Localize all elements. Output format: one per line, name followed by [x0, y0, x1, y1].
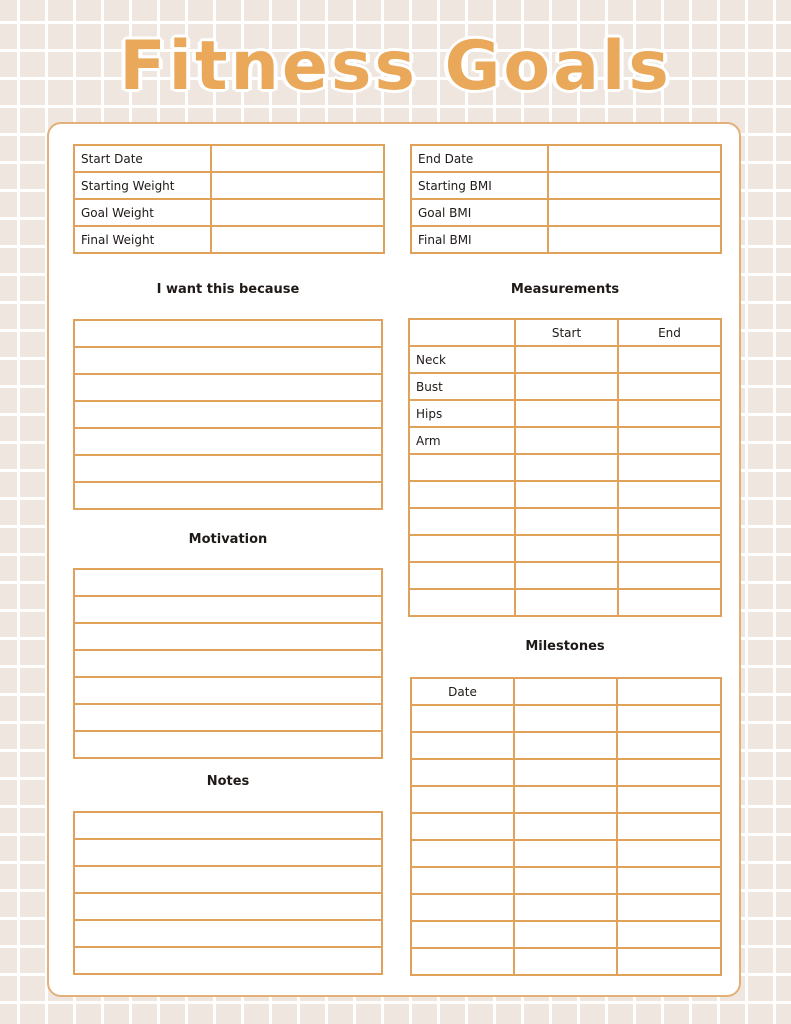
goal-bmi-label: Goal BMI [411, 199, 548, 226]
starting-bmi-label: Starting BMI [411, 172, 548, 199]
starting-bmi-field[interactable] [548, 172, 721, 199]
final-weight-label: Final Weight [74, 226, 211, 253]
milestone-date-cell[interactable] [411, 705, 514, 732]
milestone-cell[interactable] [514, 759, 617, 786]
section-title-because: I want this because [156, 282, 300, 297]
measurement-header-end: End [618, 319, 721, 346]
milestone-cell[interactable] [617, 948, 721, 975]
measurement-label-cell[interactable] [409, 535, 515, 562]
end-date-field[interactable] [548, 145, 721, 172]
measurement-label-bust: Bust [409, 373, 515, 400]
milestone-cell[interactable] [617, 732, 721, 759]
starting-weight-label: Starting Weight [74, 172, 211, 199]
milestone-cell[interactable] [617, 705, 721, 732]
motivation-line[interactable] [74, 569, 382, 596]
goal-weight-field[interactable] [211, 199, 384, 226]
milestone-header-cell [617, 678, 721, 705]
measurement-label-cell[interactable] [409, 589, 515, 616]
measurement-start-cell[interactable] [515, 373, 618, 400]
milestone-cell[interactable] [514, 840, 617, 867]
notes-line[interactable] [74, 812, 382, 839]
milestone-date-cell[interactable] [411, 948, 514, 975]
motivation-line[interactable] [74, 623, 382, 650]
measurement-end-cell[interactable] [618, 535, 721, 562]
notes-line[interactable] [74, 920, 382, 947]
measurements-table [408, 318, 722, 617]
measurement-end-cell[interactable] [618, 346, 721, 373]
final-weight-field[interactable] [211, 226, 384, 253]
because-line[interactable] [74, 374, 382, 401]
measurement-header-start: Start [515, 319, 618, 346]
milestone-cell[interactable] [514, 705, 617, 732]
motivation-lines [73, 568, 383, 759]
milestone-cell[interactable] [617, 786, 721, 813]
measurement-start-cell[interactable] [515, 508, 618, 535]
milestone-date-cell[interactable] [411, 786, 514, 813]
milestone-date-cell[interactable] [411, 840, 514, 867]
notes-line[interactable] [74, 839, 382, 866]
page-title: Fitness Goals [119, 27, 672, 106]
section-title-notes: Notes [206, 774, 250, 789]
milestone-cell[interactable] [514, 786, 617, 813]
milestone-date-cell[interactable] [411, 759, 514, 786]
milestone-date-cell[interactable] [411, 921, 514, 948]
milestone-cell[interactable] [514, 732, 617, 759]
measurement-label-cell[interactable] [409, 508, 515, 535]
milestone-cell[interactable] [617, 813, 721, 840]
motivation-line[interactable] [74, 731, 382, 758]
measurement-end-cell[interactable] [618, 427, 721, 454]
because-lines [73, 319, 383, 510]
measurement-label-neck: Neck [409, 346, 515, 373]
because-line[interactable] [74, 347, 382, 374]
starting-weight-field[interactable] [211, 172, 384, 199]
measurement-start-cell[interactable] [515, 535, 618, 562]
because-line[interactable] [74, 428, 382, 455]
measurement-start-cell[interactable] [515, 400, 618, 427]
measurement-end-cell[interactable] [618, 562, 721, 589]
measurement-end-cell[interactable] [618, 373, 721, 400]
measurement-start-cell[interactable] [515, 481, 618, 508]
milestone-cell[interactable] [617, 921, 721, 948]
milestone-cell[interactable] [514, 813, 617, 840]
measurement-start-cell[interactable] [515, 589, 618, 616]
section-title-motivation: Motivation [188, 532, 268, 547]
milestone-cell[interactable] [617, 867, 721, 894]
section-title-milestones: Milestones [525, 639, 605, 654]
final-bmi-label: Final BMI [411, 226, 548, 253]
milestone-cell[interactable] [514, 867, 617, 894]
milestone-date-cell[interactable] [411, 894, 514, 921]
milestone-cell[interactable] [617, 840, 721, 867]
end-info-table [410, 144, 722, 254]
notes-line[interactable] [74, 947, 382, 974]
because-line[interactable] [74, 482, 382, 509]
measurement-header-blank [409, 319, 515, 346]
measurement-end-cell[interactable] [618, 589, 721, 616]
start-date-field[interactable] [211, 145, 384, 172]
because-line[interactable] [74, 401, 382, 428]
measurement-start-cell[interactable] [515, 346, 618, 373]
notes-lines [73, 811, 383, 975]
measurement-label-arm: Arm [409, 427, 515, 454]
measurement-end-cell[interactable] [618, 400, 721, 427]
motivation-line[interactable] [74, 677, 382, 704]
measurement-end-cell[interactable] [618, 508, 721, 535]
milestone-cell[interactable] [514, 894, 617, 921]
milestones-table [410, 677, 722, 976]
because-line[interactable] [74, 320, 382, 347]
start-info-table [73, 144, 385, 254]
notes-line[interactable] [74, 866, 382, 893]
milestone-date-cell[interactable] [411, 867, 514, 894]
goal-weight-label: Goal Weight [74, 199, 211, 226]
start-date-label: Start Date [74, 145, 211, 172]
final-bmi-field[interactable] [548, 226, 721, 253]
milestone-cell[interactable] [617, 759, 721, 786]
motivation-line[interactable] [74, 596, 382, 623]
milestone-header-date: Date [411, 678, 514, 705]
goal-bmi-field[interactable] [548, 199, 721, 226]
motivation-line[interactable] [74, 704, 382, 731]
milestone-date-cell[interactable] [411, 732, 514, 759]
notes-line[interactable] [74, 893, 382, 920]
measurement-label-cell[interactable] [409, 562, 515, 589]
measurement-start-cell[interactable] [515, 562, 618, 589]
because-line[interactable] [74, 455, 382, 482]
milestone-date-cell[interactable] [411, 813, 514, 840]
milestone-cell[interactable] [514, 948, 617, 975]
measurement-label-cell[interactable] [409, 454, 515, 481]
milestone-cell[interactable] [617, 894, 721, 921]
measurement-label-cell[interactable] [409, 481, 515, 508]
worksheet-card [47, 122, 741, 997]
milestone-cell[interactable] [514, 921, 617, 948]
section-title-measurements: Measurements [510, 282, 620, 297]
milestone-header-cell [514, 678, 617, 705]
measurement-label-hips: Hips [409, 400, 515, 427]
measurement-start-cell[interactable] [515, 454, 618, 481]
end-date-label: End Date [411, 145, 548, 172]
motivation-line[interactable] [74, 650, 382, 677]
measurement-end-cell[interactable] [618, 481, 721, 508]
measurement-start-cell[interactable] [515, 427, 618, 454]
measurement-end-cell[interactable] [618, 454, 721, 481]
